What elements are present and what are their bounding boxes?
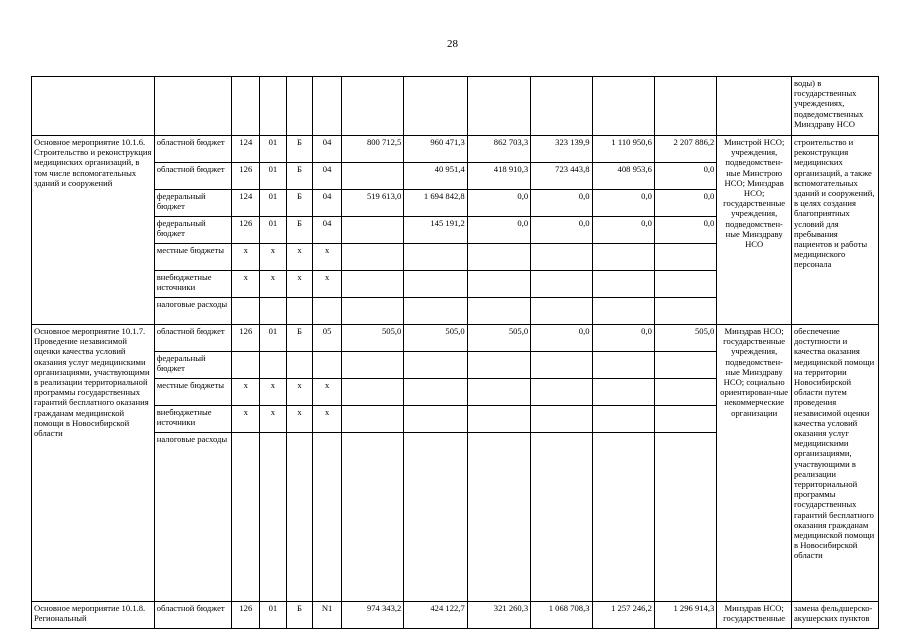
amount-cell <box>404 406 467 433</box>
code-cell: 126 <box>232 163 260 190</box>
table-cell <box>404 77 467 136</box>
amount-cell <box>531 271 592 298</box>
table-cell <box>260 77 287 136</box>
measure-name-cell: Основное мероприятие 10.1.6. Строительство и реконструкция медицинских организаций, в том числе вспомогательных зданий и сооружений <box>32 136 155 325</box>
amount-cell <box>531 352 592 379</box>
code-cell: х <box>260 244 287 271</box>
source-cell: федеральный бюджет <box>154 190 232 217</box>
amount-cell <box>654 433 716 602</box>
amount-cell: 0,0 <box>467 217 530 244</box>
amount-cell: 723 443,8 <box>531 163 592 190</box>
code-cell <box>286 433 313 602</box>
table-row <box>32 136 879 163</box>
amount-cell <box>404 379 467 406</box>
amount-cell: 960 471,3 <box>404 136 467 163</box>
code-cell: х <box>286 271 313 298</box>
code-cell: Б <box>286 602 313 629</box>
table-cell <box>654 77 716 136</box>
amount-cell <box>592 433 654 602</box>
code-cell: 01 <box>260 602 287 629</box>
source-cell: областной бюджет <box>154 136 232 163</box>
amount-cell <box>592 298 654 325</box>
code-cell <box>286 298 313 325</box>
amount-cell: 1 110 950,6 <box>592 136 654 163</box>
amount-cell <box>654 379 716 406</box>
source-cell: федеральный бюджет <box>154 217 232 244</box>
measure-name-cell: Основное мероприятие 10.1.7. Проведение независимой оценки качества условий оказания услуг медицинскими организациями, участвующими в реализации территориальной программы государственных гарантий бесплатного оказания гражданам медицинской помощи в Новосибирской области <box>32 325 155 602</box>
source-cell: областной бюджет <box>154 602 232 629</box>
code-cell: 124 <box>232 190 260 217</box>
amount-cell <box>404 244 467 271</box>
code-cell: 126 <box>232 217 260 244</box>
amount-cell: 519 613,0 <box>341 190 403 217</box>
amount-cell <box>341 433 403 602</box>
code-cell: Б <box>286 163 313 190</box>
code-cell <box>232 352 260 379</box>
amount-cell: 418 910,3 <box>467 163 530 190</box>
amount-cell: 0,0 <box>531 190 592 217</box>
amount-cell: 0,0 <box>531 325 592 352</box>
amount-cell <box>592 244 654 271</box>
code-cell: 04 <box>313 190 342 217</box>
amount-cell <box>654 244 716 271</box>
amount-cell: 1 257 246,2 <box>592 602 654 629</box>
amount-cell: 0,0 <box>467 190 530 217</box>
table-cell <box>154 77 232 136</box>
amount-cell: 974 343,2 <box>341 602 403 629</box>
code-cell: N1 <box>313 602 342 629</box>
table-cell <box>717 77 792 136</box>
table-cell <box>531 77 592 136</box>
amount-cell: 1 068 708,3 <box>531 602 592 629</box>
amount-cell: 0,0 <box>654 163 716 190</box>
code-cell: х <box>232 406 260 433</box>
source-cell: федеральный бюджет <box>154 352 232 379</box>
code-cell: х <box>313 244 342 271</box>
code-cell <box>313 433 342 602</box>
code-cell: х <box>260 271 287 298</box>
table-cell <box>232 77 260 136</box>
amount-cell: 505,0 <box>404 325 467 352</box>
executor-cell: Минздрав НСО; государственные учреждения, подведомствен-ные Минздраву НСО; социально ориентирован-ные некоммерческие организации <box>717 325 792 602</box>
amount-cell: 0,0 <box>592 190 654 217</box>
code-cell <box>232 298 260 325</box>
table-cell <box>341 77 403 136</box>
code-cell: х <box>286 379 313 406</box>
amount-cell: 800 712,5 <box>341 136 403 163</box>
amount-cell <box>467 379 530 406</box>
amount-cell <box>341 379 403 406</box>
amount-cell: 408 953,6 <box>592 163 654 190</box>
amount-cell <box>467 406 530 433</box>
amount-cell <box>592 379 654 406</box>
executor-cell: Минстрой НСО; учреждения, подведомствен-ные Минстрою НСО; Минздрав НСО; государственные учреждения, подведомствен-ные Минздраву НСО <box>717 136 792 325</box>
amount-cell <box>467 433 530 602</box>
code-cell: 01 <box>260 190 287 217</box>
amount-cell <box>592 271 654 298</box>
amount-cell <box>341 217 403 244</box>
amount-cell <box>467 352 530 379</box>
amount-cell: 2 207 886,2 <box>654 136 716 163</box>
code-cell: 04 <box>313 136 342 163</box>
amount-cell: 1 296 914,3 <box>654 602 716 629</box>
amount-cell <box>404 271 467 298</box>
source-cell: местные бюджеты <box>154 244 232 271</box>
code-cell <box>286 352 313 379</box>
table-row <box>32 325 879 352</box>
source-cell: внебюджетные источники <box>154 271 232 298</box>
amount-cell: 1 694 842,8 <box>404 190 467 217</box>
code-cell: 126 <box>232 602 260 629</box>
amount-cell <box>341 406 403 433</box>
code-cell: 124 <box>232 136 260 163</box>
amount-cell <box>592 406 654 433</box>
amount-cell <box>467 271 530 298</box>
result-cell: замена фельдшерско-акушерских пунктов <box>791 602 878 629</box>
amount-cell: 40 951,4 <box>404 163 467 190</box>
code-cell: Б <box>286 325 313 352</box>
amount-cell: 505,0 <box>341 325 403 352</box>
code-cell: х <box>232 244 260 271</box>
code-cell: х <box>260 406 287 433</box>
amount-cell <box>654 298 716 325</box>
source-cell: налоговые расходы <box>154 298 232 325</box>
source-cell: налоговые расходы <box>154 433 232 602</box>
code-cell: х <box>232 379 260 406</box>
amount-cell <box>341 244 403 271</box>
amount-cell: 0,0 <box>592 217 654 244</box>
code-cell: 04 <box>313 163 342 190</box>
amount-cell <box>341 298 403 325</box>
result-cell: строительство и реконструкция медицинских организаций, а также вспомогательных зданий и сооружений, в целях создания благоприятных условий для пребывания пациентов и работы медицинского персонала <box>791 136 878 325</box>
amount-cell <box>531 298 592 325</box>
amount-cell: 0,0 <box>531 217 592 244</box>
amount-cell: 505,0 <box>467 325 530 352</box>
code-cell: 01 <box>260 163 287 190</box>
code-cell: 04 <box>313 217 342 244</box>
amount-cell <box>404 298 467 325</box>
amount-cell <box>531 433 592 602</box>
table-row <box>32 602 879 629</box>
table-cell <box>467 77 530 136</box>
table-cell <box>313 77 342 136</box>
amount-cell <box>404 433 467 602</box>
code-cell: 126 <box>232 325 260 352</box>
amount-cell: 0,0 <box>654 190 716 217</box>
amount-cell: 321 260,3 <box>467 602 530 629</box>
source-cell: областной бюджет <box>154 325 232 352</box>
result-cell: обеспечение доступности и качества оказания медицинской помощи на территории Новосибирской области путем проведения независимой оценки качества условий оказания услуг медицинскими организациями, участвующими в реализации территориальной программы государственных гарантий бесплатного оказания гражданам медицинской помощи в Новосибирской области <box>791 325 878 602</box>
code-cell <box>260 352 287 379</box>
amount-cell: 862 703,3 <box>467 136 530 163</box>
code-cell: х <box>313 271 342 298</box>
amount-cell <box>467 298 530 325</box>
code-cell <box>313 352 342 379</box>
code-cell: Б <box>286 136 313 163</box>
code-cell: х <box>286 244 313 271</box>
amount-cell <box>654 271 716 298</box>
amount-cell: 0,0 <box>654 217 716 244</box>
code-cell: Б <box>286 190 313 217</box>
amount-cell <box>467 244 530 271</box>
amount-cell <box>654 406 716 433</box>
amount-cell <box>341 352 403 379</box>
source-cell: местные бюджеты <box>154 379 232 406</box>
table-cell <box>592 77 654 136</box>
table-cell <box>286 77 313 136</box>
page-number: 28 <box>447 38 458 50</box>
amount-cell: 505,0 <box>654 325 716 352</box>
code-cell: х <box>286 406 313 433</box>
measure-name-cell: Основное мероприятие 10.1.8. Региональный <box>32 602 155 629</box>
code-cell: х <box>232 271 260 298</box>
amount-cell <box>592 352 654 379</box>
program-table <box>31 76 879 629</box>
code-cell: 01 <box>260 217 287 244</box>
code-cell: х <box>260 379 287 406</box>
amount-cell <box>341 271 403 298</box>
executor-cell: Минздрав НСО; государственные <box>717 602 792 629</box>
amount-cell <box>654 352 716 379</box>
code-cell <box>260 298 287 325</box>
result-cell: воды) в государственных учреждениях, подведомственных Минздраву НСО <box>791 77 878 136</box>
amount-cell <box>404 352 467 379</box>
code-cell: 05 <box>313 325 342 352</box>
amount-cell <box>341 163 403 190</box>
code-cell <box>232 433 260 602</box>
source-cell: областной бюджет <box>154 163 232 190</box>
amount-cell <box>531 244 592 271</box>
table-row <box>32 77 879 136</box>
code-cell: Б <box>286 217 313 244</box>
amount-cell: 323 139,9 <box>531 136 592 163</box>
amount-cell: 145 191,2 <box>404 217 467 244</box>
code-cell <box>260 433 287 602</box>
code-cell: х <box>313 379 342 406</box>
code-cell: 01 <box>260 136 287 163</box>
amount-cell <box>531 379 592 406</box>
amount-cell: 0,0 <box>592 325 654 352</box>
source-cell: внебюджетные источники <box>154 406 232 433</box>
amount-cell <box>531 406 592 433</box>
table-cell <box>32 77 155 136</box>
code-cell: х <box>313 406 342 433</box>
code-cell: 01 <box>260 325 287 352</box>
code-cell <box>313 298 342 325</box>
amount-cell: 424 122,7 <box>404 602 467 629</box>
